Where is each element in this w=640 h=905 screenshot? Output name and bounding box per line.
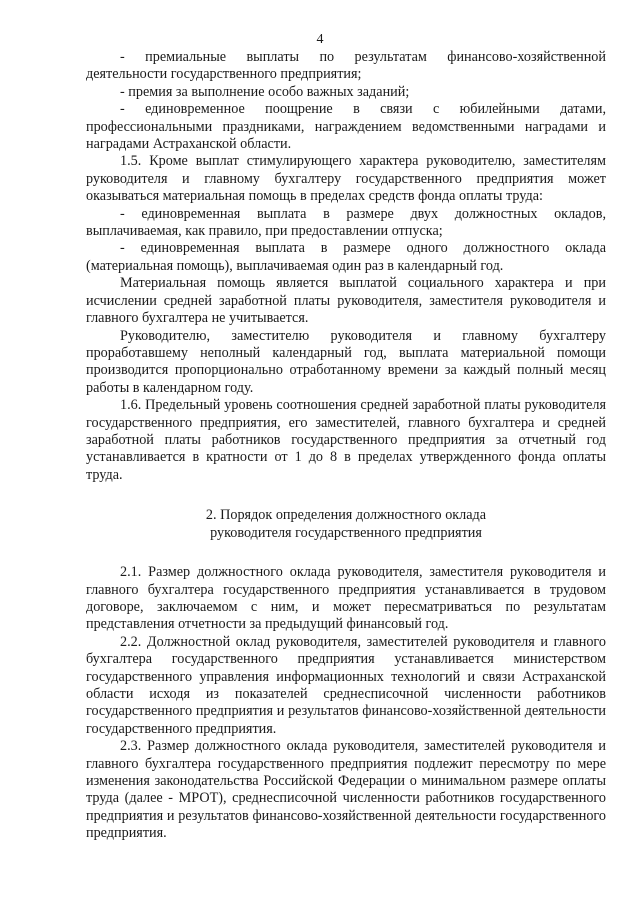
paragraph: - единовременная выплата в размере одного должностного оклада (материальная помощь), выплачиваемая один раз в календарный год. bbox=[86, 240, 606, 274]
paragraph: 2.2. Должностной оклад руководителя, заместителей руководителя и главного бухгалтера государственного предприятия устанавливается министерством государственного управления информационных технологий и связи Астраханской области исходя из показателей среднесписочной численности работников государственного предприятия и результатов финансово-хозяйственной деятельности государственного предприятия. bbox=[86, 633, 606, 737]
paragraph: - премия за выполнение особо важных заданий; bbox=[120, 83, 410, 100]
paragraph: - единовременная выплата в размере двух должностных окладов, выплачиваемая, как правило, при предоставлении отпуска; bbox=[86, 205, 606, 240]
section-heading-line2: руководителя государственного предприятия bbox=[210, 525, 482, 542]
page-number: 4 bbox=[316, 32, 324, 47]
document-body bbox=[86, 49, 606, 843]
paragraph: 1.6. Предельный уровень соотношения средней заработной платы руководителя государственного предприятия, его заместителей, главного бухгалтера и средней заработной платы работников государственного предприятия за отчетный год устанавливается в кратности от 1 до 8 в пределах утвержденного фонда оплаты труда. bbox=[86, 397, 606, 483]
section-heading-line1: 2. Порядок определения должностного оклада bbox=[205, 507, 487, 524]
paragraph: - единовременное поощрение в связи с юбилейными датами, профессиональными праздниками, награждением ведомственными наградами и наградами Астраханской области. bbox=[86, 101, 606, 153]
paragraph: 2.1. Размер должностного оклада руководителя, заместителя руководителя и главного бухгалтера государственного предприятия устанавливается в трудовом договоре, заключаемом с ним, и может пересматриваться по результатам представления отчетности за предыдущий финансовый год. bbox=[86, 564, 606, 633]
paragraph: Материальная помощь является выплатой социального характера и при исчислении средней заработной платы руководителя, заместителя руководителя и главного бухгалтера не учитывается. bbox=[86, 275, 606, 327]
paragraph: 1.5. Кроме выплат стимулирующего характера руководителю, заместителям руководителя и главному бухгалтеру государственного предприятия может оказываться материальная помощь в пределах средств фонда оплаты труда: bbox=[86, 153, 606, 205]
paragraph: - премиальные выплаты по результатам финансово-хозяйственной деятельности государственного предприятия; bbox=[86, 49, 606, 83]
paragraph: Руководителю, заместителю руководителя и главному бухгалтеру проработавшему неполный календарный год, выплата материальной помощи производится пропорционально отработанному времени за каждый полный месяц работы в календарном году. bbox=[86, 327, 606, 396]
paragraph: 2.3. Размер должностного оклада руководителя, заместителей руководителя и главного бухгалтера государственного предприятия подлежит пересмотру по мере изменения законодательства Российской Федерации о минимальном размере оплаты труда (далее - МРОТ), среднесписочной численности работников государственного предприятия и результатов финансово-хозяйственной деятельности государственного предприятия. bbox=[86, 738, 606, 842]
